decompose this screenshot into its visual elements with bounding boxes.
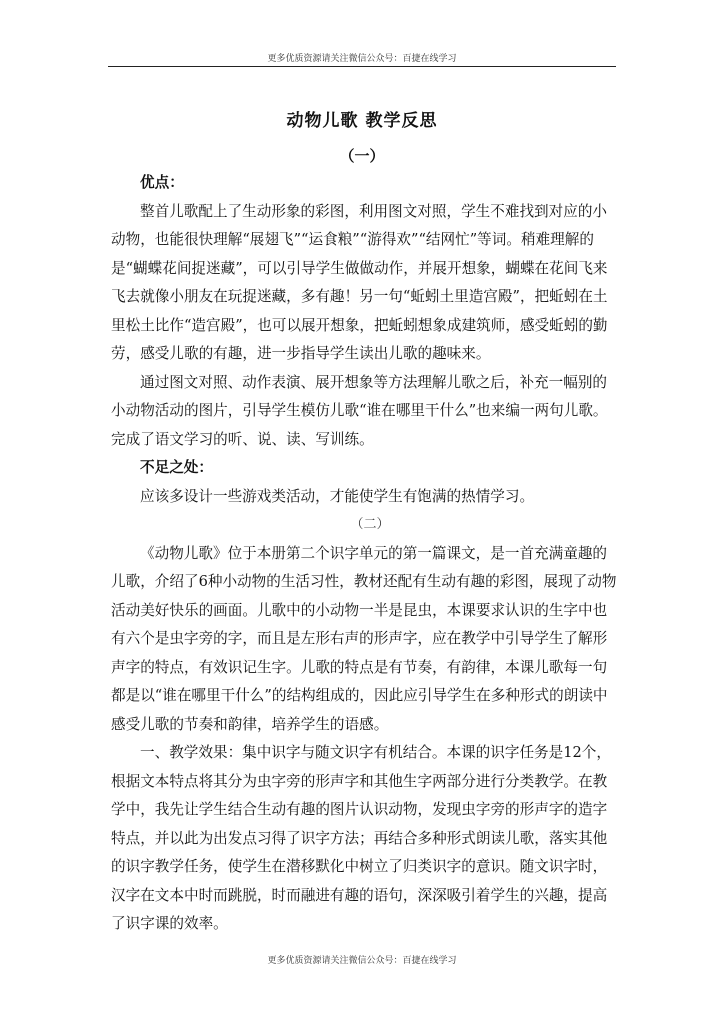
- weakness-text: 应该多设计一些游戏类活动，才能使学生有饱满的热情学习。: [140, 487, 535, 505]
- document-body: [111, 169, 619, 939]
- document-title: 动物儿歌 教学反思: [286, 111, 438, 131]
- paragraph: 《动物儿歌》位于本册第二个识字单元的第一篇课文，是一首充满童趣的儿歌，介绍了6种小动物的生活习性，教材还配有生动有趣的彩图，展现了动物活动美好快乐的画面。儿歌中的小动物一半是昆虫，本课要求认识的生字中也有六个是虫字旁的字，而且是左形右声的形声字，应在教学中引导学生了解形声字的特点，有效识记生字。儿歌的特点是有节奏，有韵律，本课儿歌每一句都是以“谁在哪里干什么”的结构组成的，因此应引导学生在多种形式的朗读中感受儿歌的节奏和韵律，培养学生的语感。: [111, 544, 617, 733]
- header-divider: [108, 66, 616, 67]
- section-one-label: （一）: [339, 147, 385, 165]
- paragraph: 整首儿歌配上了生动形象的彩图，利用图文对照，学生不难找到对应的小动物，也能很快理解“展翅飞”“运食粮”“游得欢”“结网忙”等词。稍难理解的是“蝴蝶花间捉迷藏”，可以引导学生做做动作，并展开想象，蝴蝶在花间飞来飞去就像小朋友在玩捉迷藏，多有趣！另一句“蚯蚓土里造宫殿”，把蚯蚓在土里松土比作“造宫殿”，也可以展开想象，把蚯蚓想象成建筑师，感受蚯蚓的勤劳，感受儿歌的有趣，进一步指导学生读出儿歌的趣味来。: [111, 202, 608, 362]
- page-header: 更多优质资源请关注微信公众号：百捷在线学习: [267, 54, 457, 64]
- paragraph: 一、教学效果：集中识字与随文识字有机结合。本课的识字任务是12个，根据文本特点将其分为虫字旁的形声字和其他生字两部分进行分类教学。在教学中，我先让学生结合生动有趣的图片认识动物，发现虫字旁的形声字的造字特点，并以此为出发点习得了识字方法；再结合多种形式朗读儿歌，落实其他的识字教学任务，使学生在潜移默化中树立了归类识字的意识。随文识字时，汉字在文本中时而跳脱，时而融进有趣的语句，深深吸引着学生的兴趣，提高了识字课的效率。: [111, 744, 611, 932]
- weakness-heading: 不足之处：: [140, 459, 213, 476]
- strengths-heading: 优点：: [140, 174, 184, 191]
- paragraph: 通过图文对照、动作表演、展开想象等方法理解儿歌之后，补充一幅别的小动物活动的图片，引导学生模仿儿歌“谁在哪里干什么”也来编一两句儿歌。完成了语文学习的听、说、读、写训练。: [111, 373, 608, 448]
- section-two-label: （二）: [350, 517, 390, 532]
- page-footer: 更多优质资源请关注微信公众号：百捷在线学习: [267, 956, 457, 966]
